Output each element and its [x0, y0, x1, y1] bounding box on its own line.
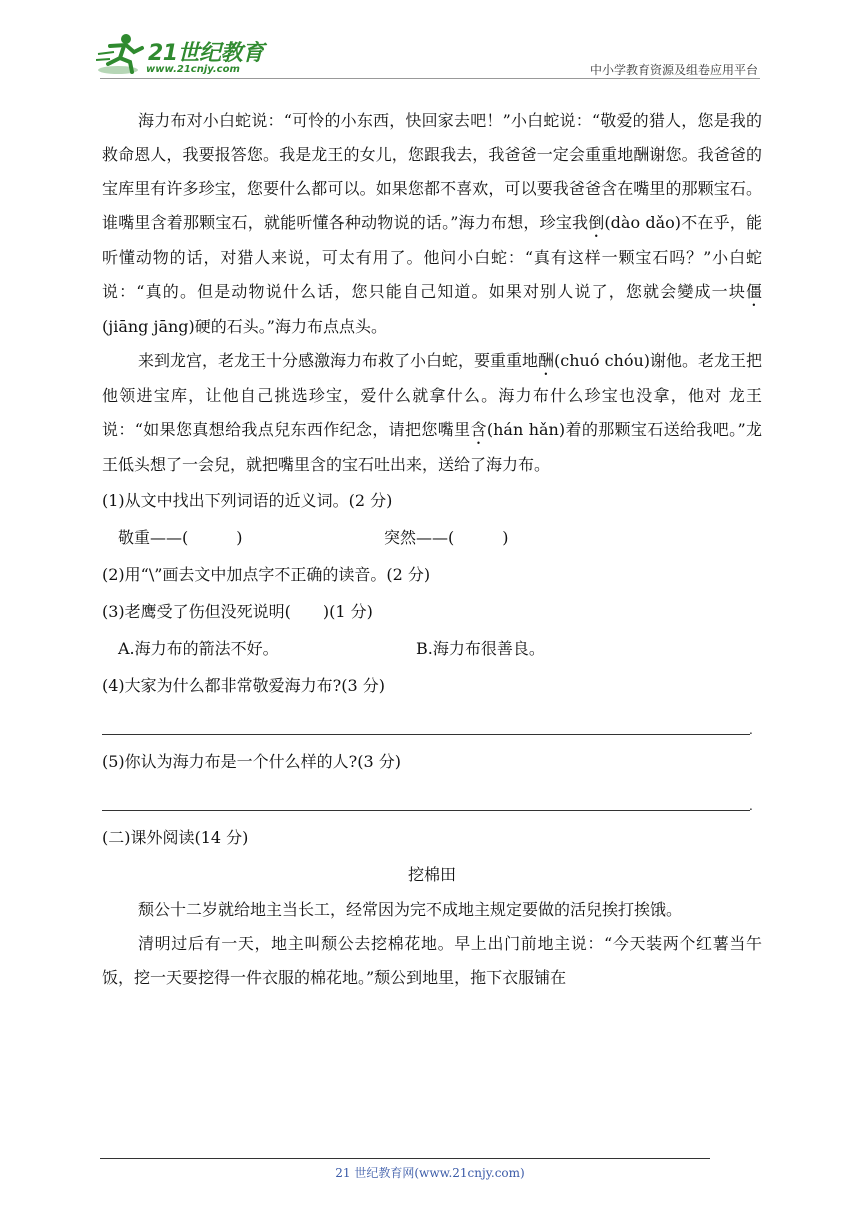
dotted-char: 酬 — [538, 351, 555, 370]
dotted-char: 含 — [470, 420, 487, 439]
passage-paragraph-2: 来到龙宫，老龙王十分感激海力布救了小白蛇，要重重地酬(chuó chóu)谢他。老龙王把他领进宝库，让他自己挑选珍宝，爱什么就拿什么。海力布什么珍宝也没拿，他对 龙王说：“如果您真想给我点兒东西作纪念，请把您嘴里含(hán hǎn)着的那颗宝石送给我吧。”龙王低头想了一会兒，就把嘴里含的宝石吐出来，送给了海力布。 — [102, 351, 763, 474]
passage-paragraph-1: 海力布对小白蛇说：“可怜的小东西，快回家去吧！”小白蛇说：“敬爱的猎人，您是我的救命恩人，我要报答您。我是龙王的女儿，您跟我去，我爸爸一定会重重地酬谢您。我爸爸的宝库里有许多珍宝，您要什么都可以。如果您都不喜欢，可以要我爸爸含在嘴里的那颗宝石。谁嘴里含着那颗宝石，就能听懂各种动物说的话。”海力布想，珍宝我倒(dào dǎo)不在乎，能听懂动物的话，对猎人来说，可太有用了。他问小白蛇：“真有这样一颗宝石吗？”小白蛇说：“真的。但是动物说什么话，您只能自己知道。如果对别人说了，您就会變成一块僵(jiāng jāng)硬的石头。”海力布点点头。 — [102, 111, 762, 336]
dotted-char: 倒 — [588, 213, 605, 232]
question-1: (1)从文中找出下列词语的近义词。(2 分) — [102, 491, 393, 510]
q3-option-a: A.海力布的箭法不好。 — [118, 639, 279, 658]
question-4: (4)大家为什么都非常敬爱海力布?(3 分) — [102, 676, 385, 695]
question-3-options — [102, 630, 762, 667]
question-3: (3)老鹰受了伤但没死说明( )(1 分) — [102, 602, 373, 621]
page-content — [102, 104, 762, 995]
logo-text: 21世纪教育 — [148, 41, 264, 66]
question-2: (2)用“\”画去文中加点字不正确的读音。(2 分) — [102, 565, 431, 584]
answer-line-5[interactable]: . — [102, 780, 762, 819]
question-1-items — [102, 519, 762, 556]
page-header — [0, 0, 860, 90]
footer-text: 21 世纪教育网(www.21cnjy.com) — [335, 1166, 525, 1180]
q1-item-b: 突然——( ) — [384, 528, 509, 547]
dotted-char: 僵 — [745, 282, 762, 301]
header-divider — [100, 78, 760, 79]
footer-divider — [100, 1158, 710, 1159]
answer-line-4[interactable]: . — [102, 704, 762, 743]
logo-url: www.21cnjy.com — [146, 64, 240, 75]
section2-paragraph-2: 清明过后有一天，地主叫颓公去挖棉花地。早上出门前地主说：“今天装两个红薯当午饭，挖一天要挖得一件衣服的棉花地。”颓公到地里，拖下衣服铺在 — [102, 934, 762, 987]
section2-paragraph-1: 颓公十二岁就给地主当长工，经常因为完不成地主规定要做的活兒挨打挨饿。 — [138, 900, 683, 919]
q1-item-a: 敬重——( ) — [118, 528, 243, 547]
q3-option-b: B.海力布很善良。 — [416, 639, 545, 658]
question-5: (5)你认为海力布是一个什么样的人?(3 分) — [102, 752, 401, 771]
platform-name: 中小学教育资源及组卷应用平台 — [589, 63, 758, 77]
section-heading: (二)课外阅读(14 分) — [102, 828, 249, 847]
passage-title: 挖棉田 — [407, 865, 456, 884]
